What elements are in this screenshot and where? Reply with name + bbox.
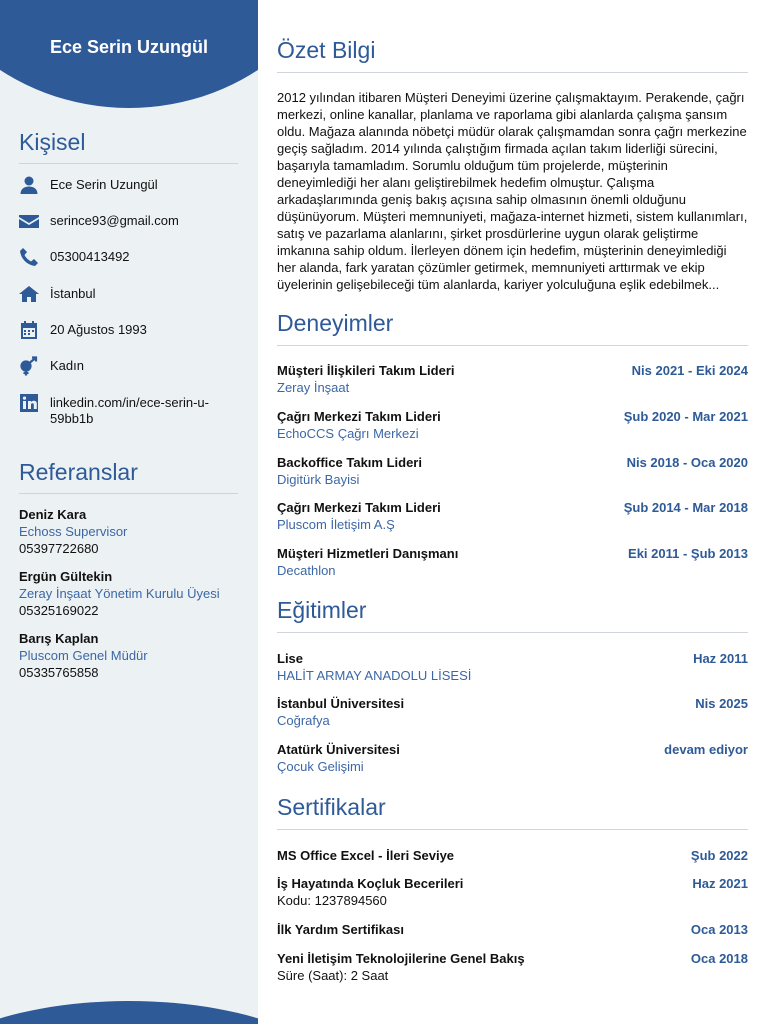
contact-email[interactable] <box>18 211 215 231</box>
school-name: Atatürk Üniversitesi <box>277 742 400 757</box>
education-date: Nis 2025 <box>695 696 748 711</box>
contact-text: serince93@gmail.com <box>50 213 179 228</box>
candidate-name: Ece Serin Uzungül <box>49 37 209 57</box>
contact-birthdate <box>18 320 215 340</box>
summary-text: 2012 yılından itibaren Müşteri Deneyimi üzerine çalışmaktayım. Perakende, çağrı merkezi, online kanallar, planlama ve raporlama gibi alanlarda çalışma şansım oldu. Mağaza alanında nöbetçi müdür olarak çalışmamdan sonra çağrı merkezine geçiş sağladım. 2014 yılında çalıştığım firmada açılan takım liderliği sürecini, başarıyla tamamladım. Sorumlu olduğum tüm projelerde, müşterinin deneyimlediği her alanı geliştirebilmek hedefim olmuştur. Çalışma arkadaşlarımında geniş bakış açısına sahip olmasının önemli olduğunu düşünüyorum. Müşteri memnuniyeti, mağaza-internet hizmeti, sistem kullanımları, satış ve pazarlama alanlarını, şirket prosdürlerine uygun olarak geliştirme imkanına sahip oldum. İlerleyen dönem için hedefim, müşterinin deneyimlediği her alanda, fark yaratan çözümler getirmek, memnuniyeti arttırmak ve ekip üyelerinin gelişebileceği tüm alanlarda, kariyer yolculuğuna eşlik edebilmek... <box>277 90 748 292</box>
education-date: devam ediyor <box>664 742 748 757</box>
contact-text: linkedin.com/in/ece-serin-u-59bb1b <box>50 395 209 426</box>
education-item <box>277 741 748 775</box>
certificate-item <box>277 875 748 909</box>
certificate-title: İş Hayatında Koçluk Becerileri <box>277 876 464 891</box>
sidebar <box>0 0 258 1024</box>
reference-phone: 05325169022 <box>19 603 99 618</box>
envelope-icon <box>18 211 40 231</box>
contact-text: Kadın <box>50 358 84 373</box>
certificate-date: Oca 2013 <box>690 922 748 937</box>
reference-name: Barış Kaplan <box>19 631 99 646</box>
job-company: Digitürk Bayisi <box>277 472 360 487</box>
experience-item <box>277 454 748 488</box>
certificate-note: Süre (Saat): 2 Saat <box>277 968 389 983</box>
reference-name: Deniz Kara <box>19 507 87 522</box>
contact-linkedin[interactable] <box>18 393 215 427</box>
job-company: Decathlon <box>277 563 336 578</box>
job-title: Backoffice Takım Lideri <box>277 455 422 470</box>
certificate-item <box>277 847 748 864</box>
certificate-title: MS Office Excel - İleri Seviye <box>277 848 455 863</box>
reference-role: Echoss Supervisor <box>19 524 128 539</box>
education-date: Haz 2011 <box>693 651 748 666</box>
job-date: Eki 2011 - Şub 2013 <box>628 546 748 561</box>
reference-item <box>19 506 249 557</box>
certificate-item <box>277 950 748 984</box>
certificate-item <box>277 921 748 938</box>
phone-icon <box>18 247 40 267</box>
contact-text: 05300413492 <box>50 249 130 264</box>
certificates-heading: Sertifikalar <box>277 794 748 830</box>
contact-text: 20 Ağustos 1993 <box>50 322 147 337</box>
references-heading: Referanslar <box>19 459 238 494</box>
certificate-title: Yeni İletişim Teknolojilerine Genel Bakış <box>277 951 525 966</box>
contact-gender <box>18 356 215 376</box>
reference-item <box>19 568 249 619</box>
job-date: Şub 2020 - Mar 2021 <box>623 409 748 424</box>
reference-role: Pluscom Genel Müdür <box>19 648 148 663</box>
experience-item <box>277 362 748 396</box>
reference-item <box>19 630 249 681</box>
education-heading: Eğitimler <box>277 597 748 633</box>
certificate-title: İlk Yardım Sertifikası <box>277 922 404 937</box>
experience-item <box>277 545 748 579</box>
job-title: Çağrı Merkezi Takım Lideri <box>277 409 441 424</box>
experience-heading: Deneyimler <box>277 310 748 346</box>
job-date: Nis 2018 - Oca 2020 <box>626 455 748 470</box>
job-date: Şub 2014 - Mar 2018 <box>623 500 748 515</box>
reference-phone: 05335765858 <box>19 665 99 680</box>
contact-text: İstanbul <box>50 286 96 301</box>
footer-arc <box>0 1001 258 1024</box>
experience-item <box>277 499 748 533</box>
job-date: Nis 2021 - Eki 2024 <box>631 363 748 378</box>
education-item <box>277 695 748 729</box>
personal-heading: Kişisel <box>19 129 238 164</box>
certificate-date: Oca 2018 <box>690 951 748 966</box>
education-field: Coğrafya <box>277 713 330 728</box>
calendar-icon <box>18 320 40 340</box>
certificate-date: Şub 2022 <box>690 848 748 863</box>
education-field: Çocuk Gelişimi <box>277 759 364 774</box>
school-name: İstanbul Üniversitesi <box>277 696 405 711</box>
education-item <box>277 650 748 684</box>
experience-item <box>277 408 748 442</box>
certificate-note: Kodu: 1237894560 <box>277 893 387 908</box>
job-company: Zeray İnşaat <box>277 380 350 395</box>
job-company: EchoCCS Çağrı Merkezi <box>277 426 419 441</box>
reference-phone: 05397722680 <box>19 541 99 556</box>
contact-text: Ece Serin Uzungül <box>50 177 158 192</box>
certificate-date: Haz 2021 <box>692 876 748 891</box>
job-company: Pluscom İletişim A.Ş <box>277 517 395 532</box>
home-icon <box>18 284 40 304</box>
person-icon <box>18 175 40 195</box>
summary-heading: Özet Bilgi <box>277 37 748 73</box>
reference-name: Ergün Gültekin <box>19 569 113 584</box>
education-field: HALİT ARMAY ANADOLU LİSESİ <box>277 668 472 683</box>
job-title: Müşteri İlişkileri Takım Lideri <box>277 363 455 378</box>
school-name: Lise <box>277 651 304 666</box>
linkedin-icon <box>18 393 40 413</box>
contact-phone[interactable] <box>18 247 215 267</box>
contact-city <box>18 284 215 304</box>
gender-icon <box>18 356 40 376</box>
contact-name <box>18 175 215 195</box>
job-title: Müşteri Hizmetleri Danışmanı <box>277 546 459 561</box>
job-title: Çağrı Merkezi Takım Lideri <box>277 500 441 515</box>
reference-role: Zeray İnşaat Yönetim Kurulu Üyesi <box>19 586 220 601</box>
